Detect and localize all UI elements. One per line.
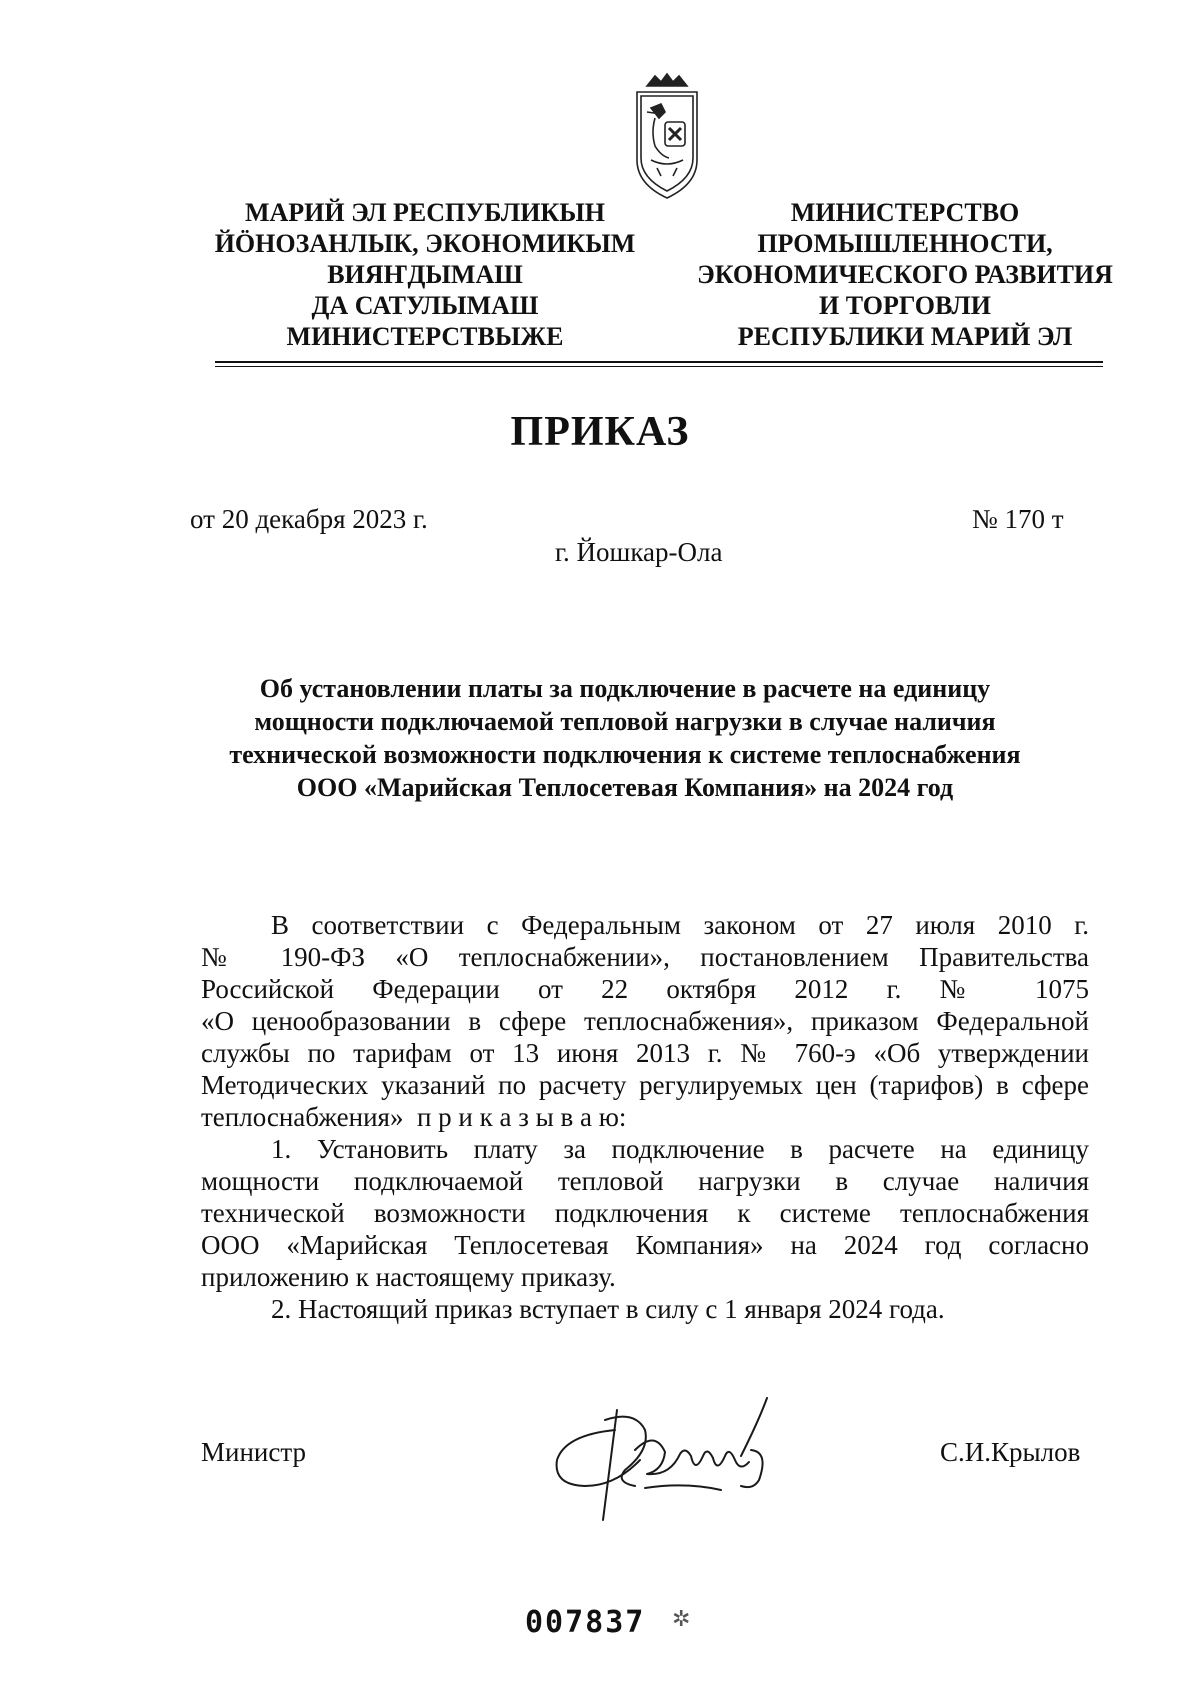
signatory-role: Министр xyxy=(201,1437,306,1467)
handwritten-signature xyxy=(545,1390,795,1550)
header-ministry-name-russian xyxy=(680,197,1130,352)
body-line: ООО «Марийская Теплосетевая Компания» на 2024 год согласно xyxy=(201,1230,1089,1260)
header-divider-thick xyxy=(215,361,1103,363)
registration-number: 007837 xyxy=(525,1605,646,1640)
subject-line: мощности подключаемой тепловой нагрузки в случае наличия xyxy=(254,707,996,736)
document-body xyxy=(201,909,1089,1325)
asterisk-icon: ✲ xyxy=(672,1606,691,1631)
body-line: В соответствии с Федеральным законом от 27 июля 2010 г. xyxy=(271,910,1089,940)
body-line-order-verb xyxy=(201,1101,1089,1133)
body-line: 2. Настоящий приказ вступает в силу с 1 января 2024 года. xyxy=(271,1294,945,1324)
header-left-line: ВИЯҤДЫМАШ xyxy=(327,260,523,289)
document-subject xyxy=(160,672,1090,804)
subject-line: технической возможности подключения к системе теплоснабжения xyxy=(229,740,1021,769)
body-line: Методических указаний по расчету регулируемых цен (тарифов) в сфере xyxy=(201,1070,1089,1100)
header-divider-thin xyxy=(215,366,1103,367)
header-left-line: МИНИСТЕРСТВЫЖЕ xyxy=(286,322,564,351)
header-left-line: ДА САТУЛЫМАШ xyxy=(311,291,539,320)
body-line: службы по тарифам от 13 июня 2013 г. № 760-э «Об утверждении xyxy=(201,1038,1089,1068)
body-line: 1. Установить плату за подключение в расчете на единицу xyxy=(271,1134,1089,1164)
body-line: технической возможности подключения к системе теплоснабжения xyxy=(201,1198,1089,1228)
header-left-line: МАРИЙ ЭЛ РЕСПУБЛИКЫН xyxy=(244,198,606,227)
subject-line: ООО «Марийская Теплосетевая Компания» на 2024 год xyxy=(296,773,954,802)
header-ministry-name-mari xyxy=(200,197,650,352)
signatory-name: С.И.Крылов xyxy=(940,1437,1081,1467)
document-number: № 170 т xyxy=(972,504,1064,534)
header-right-line: ЭКОНОМИЧЕСКОГО РАЗВИТИЯ xyxy=(697,260,1113,289)
document-city: г. Йошкар-Ола xyxy=(555,537,723,567)
header-right-line: МИНИСТЕРСТВО xyxy=(790,198,1020,227)
body-line: Российской Федерации от 22 октября 2012 г. № 1075 xyxy=(201,974,1089,1004)
header-right-line: РЕСПУБЛИКИ МАРИЙ ЭЛ xyxy=(737,322,1073,351)
document-date: от 20 декабря 2023 г. xyxy=(190,504,428,534)
subject-line: Об установлении платы за подключение в расчете на единицу xyxy=(259,674,991,703)
header-right-line: И ТОРГОВЛИ xyxy=(819,291,991,320)
body-line: приложению к настоящему приказу. xyxy=(201,1262,616,1292)
body-line: «О ценообразовании в сфере теплоснабжения», приказом Федеральной xyxy=(201,1006,1089,1036)
header-left-line: ЙӦНОЗАНЛЫК, ЭКОНОМИКЫМ xyxy=(214,229,636,258)
order-verb: п р и к а з ы в а ю: xyxy=(416,1102,627,1132)
body-line: мощности подключаемой тепловой нагрузки в случае наличия xyxy=(201,1166,1089,1196)
coat-of-arms-emblem xyxy=(617,72,717,207)
body-line-part: теплоснабжения» xyxy=(201,1102,404,1132)
body-line: № 190-ФЗ «О теплоснабжении», постановлением Правительства xyxy=(201,942,1089,972)
header-right-line: ПРОМЫШЛЕННОСТИ, xyxy=(757,229,1053,258)
document-title: ПРИКАЗ xyxy=(510,409,690,455)
